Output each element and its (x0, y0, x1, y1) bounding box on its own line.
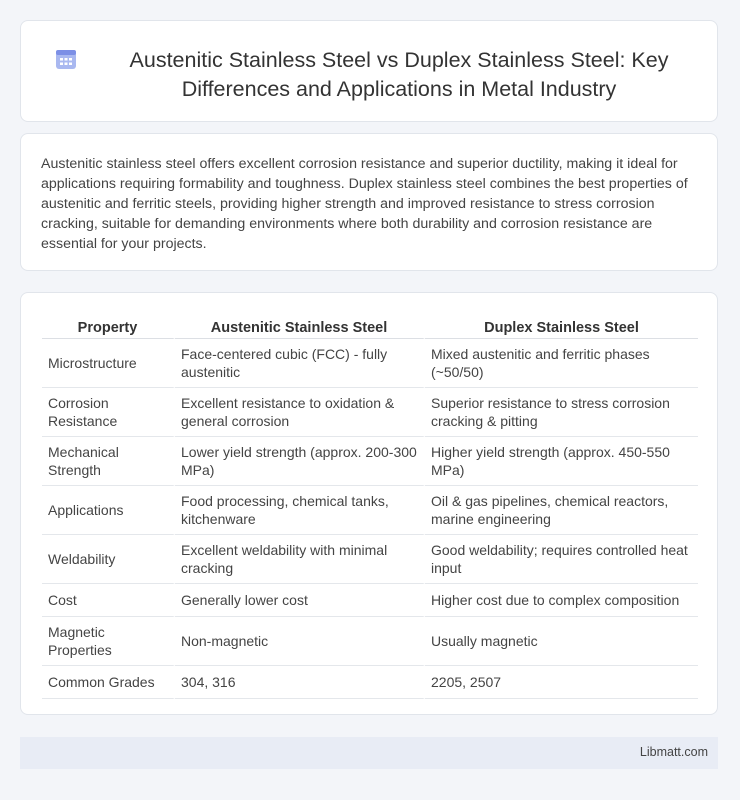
property-cell: Common Grades (42, 666, 175, 699)
title-card (20, 20, 718, 122)
property-cell: Weldability (42, 535, 175, 584)
comparison-table-card (20, 292, 718, 715)
duplex-cell: Usually magnetic (425, 617, 698, 666)
table-header-row (42, 316, 698, 339)
footer-brand: Libmatt.com (639, 745, 708, 759)
austenitic-cell: Excellent weldability with minimal cracking (175, 535, 425, 584)
intro-paragraph: Austenitic stainless steel offers excellent corrosion resistance and superior ductility, making it ideal for applications requiring formability and toughness. Duplex stainless steel combines the best properties of austenitic and ferritic steels, providing higher strength and improved resistance to stress corrosion cracking, suitable for demanding environments where both durability and corrosion resistance are essential for your projects. (41, 156, 688, 252)
comparison-table (42, 316, 698, 699)
austenitic-cell: Generally lower cost (175, 584, 425, 617)
column-header-austenitic: Austenitic Stainless Steel (175, 316, 425, 339)
property-cell: Applications (42, 486, 175, 535)
table-row (42, 388, 698, 437)
austenitic-cell: Food processing, chemical tanks, kitchenware (175, 486, 425, 535)
column-header-duplex: Duplex Stainless Steel (425, 316, 698, 339)
austenitic-cell: Excellent resistance to oxidation & general corrosion (175, 388, 425, 437)
table-row (42, 617, 698, 666)
austenitic-cell: Face-centered cubic (FCC) - fully austenitic (175, 339, 425, 388)
intro-card (20, 133, 718, 271)
austenitic-cell: 304, 316 (175, 666, 425, 699)
table-row (42, 666, 698, 699)
duplex-cell: 2205, 2507 (425, 666, 698, 699)
duplex-cell: Superior resistance to stress corrosion cracking & pitting (425, 388, 698, 437)
austenitic-cell: Lower yield strength (approx. 200-300 MPa) (175, 437, 425, 486)
page-title: Austenitic Stainless Steel vs Duplex Stainless Steel: Key Differences and Applications in Metal Industry (129, 48, 669, 101)
table-row (42, 339, 698, 388)
property-cell: Cost (42, 584, 175, 617)
austenitic-cell: Non-magnetic (175, 617, 425, 666)
property-cell: Mechanical Strength (42, 437, 175, 486)
table-row (42, 535, 698, 584)
property-cell: Corrosion Resistance (42, 388, 175, 437)
table-row (42, 486, 698, 535)
duplex-cell: Good weldability; requires controlled heat input (425, 535, 698, 584)
property-cell: Microstructure (42, 339, 175, 388)
table-row (42, 437, 698, 486)
duplex-cell: Higher yield strength (approx. 450-550 MPa) (425, 437, 698, 486)
calendar-icon (55, 48, 77, 70)
duplex-cell: Mixed austenitic and ferritic phases (~50/50) (425, 339, 698, 388)
duplex-cell: Higher cost due to complex composition (425, 584, 698, 617)
duplex-cell: Oil & gas pipelines, chemical reactors, marine engineering (425, 486, 698, 535)
footer (20, 737, 718, 769)
property-cell: Magnetic Properties (42, 617, 175, 666)
column-header-property: Property (42, 316, 175, 339)
table-row (42, 584, 698, 617)
